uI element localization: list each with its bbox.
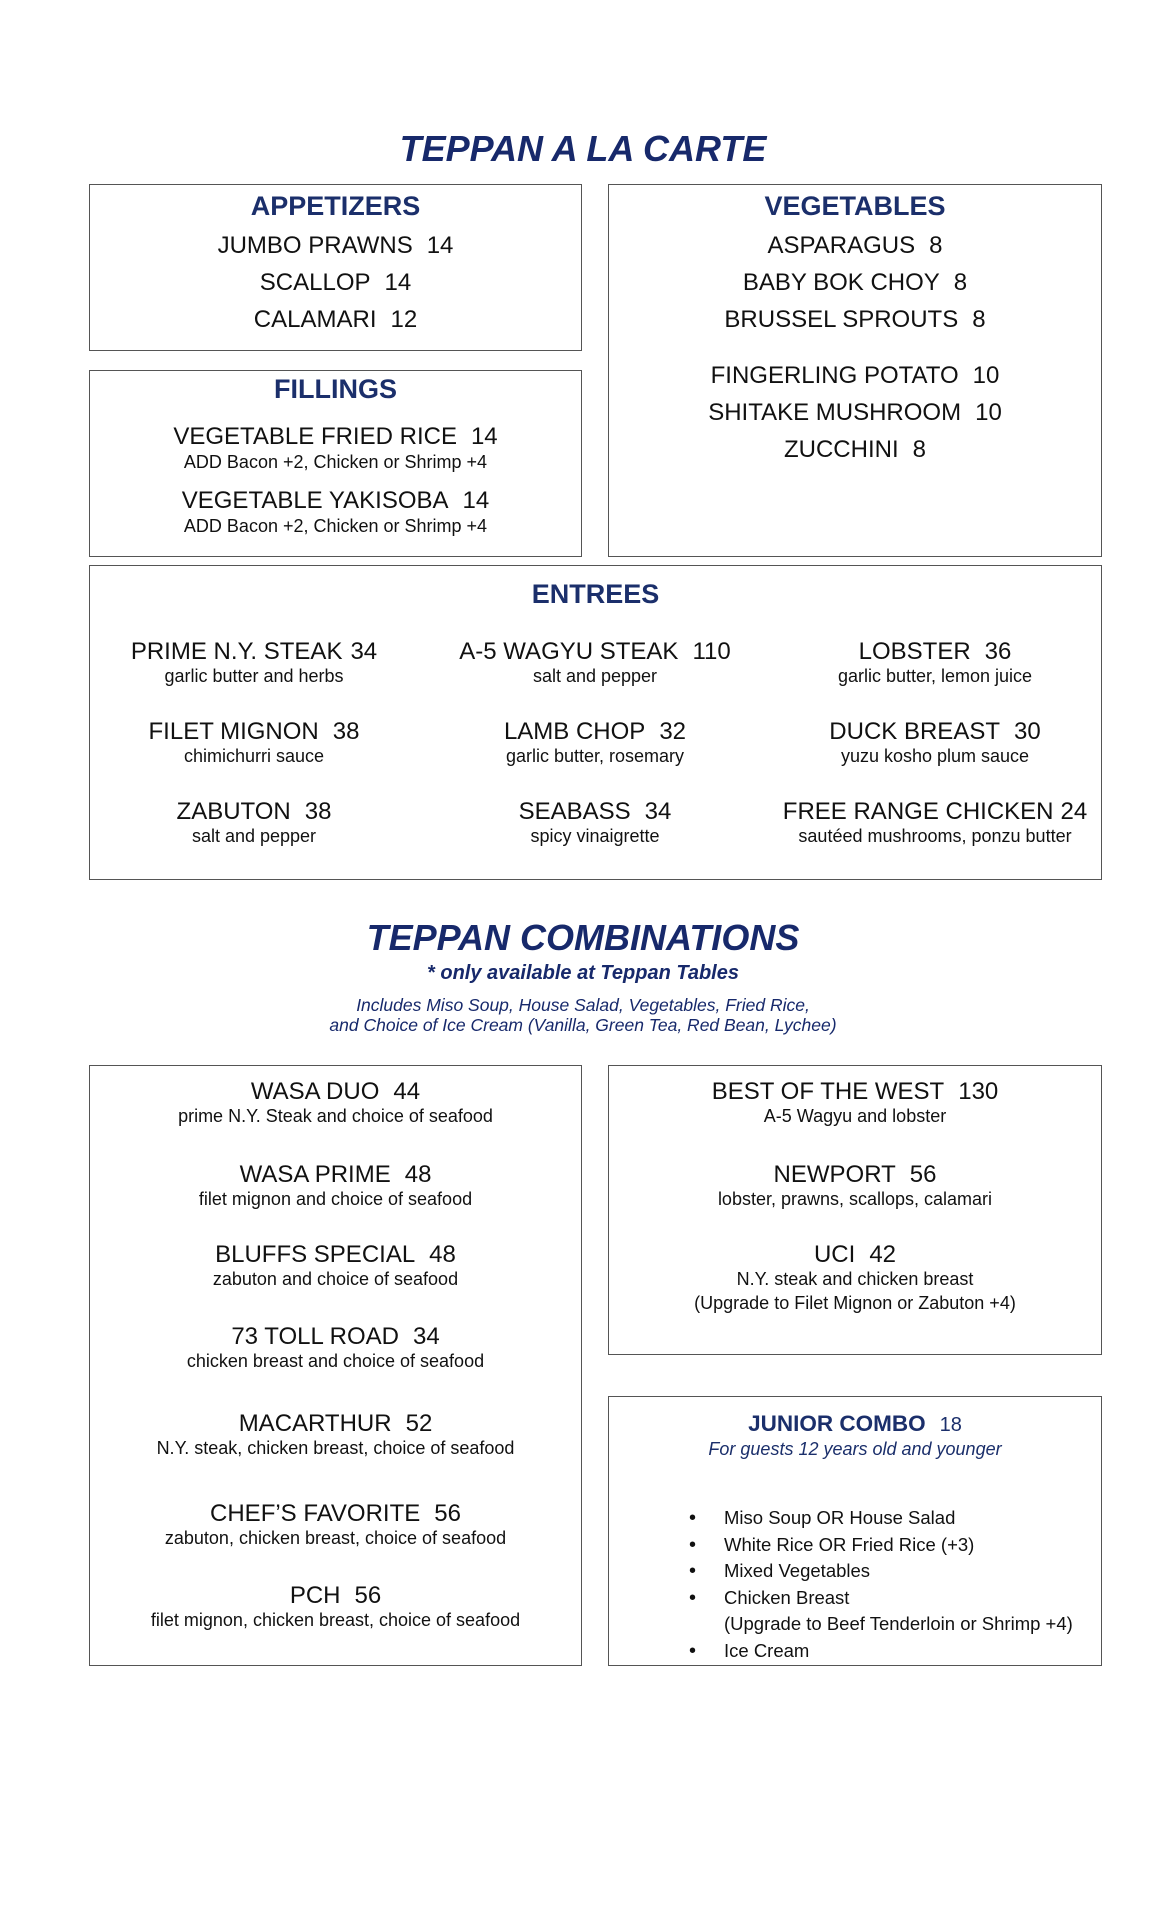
list-item: • Miso Soup OR House Salad	[689, 1505, 1073, 1532]
entrees-box	[89, 565, 1102, 880]
includes-line-2: and Choice of Ice Cream (Vanilla, Green Tea, Red Bean, Lychee)	[329, 1015, 837, 1035]
combo-item: PCH 56 filet mignon, chicken breast, choice of seafood	[150, 1582, 521, 1630]
combo-item: WASA DUO 44 prime N.Y. Steak and choice of seafood	[178, 1078, 493, 1126]
entree-item: LAMB CHOP 32 garlic butter, rosemary	[503, 718, 687, 766]
appetizers-heading: APPETIZERS	[250, 191, 421, 221]
junior-combo-note: For guests 12 years old and younger	[708, 1439, 1002, 1459]
entree-item: DUCK BREAST 30 yuzu kosho plum sauce	[829, 718, 1041, 766]
combo-item: CHEF’S FAVORITE 56 zabuton, chicken breast, choice of seafood	[164, 1500, 507, 1548]
combo-item: UCI 42 N.Y. steak and chicken breast (Upgrade to Filet Mignon or Zabuton +4)	[694, 1241, 1016, 1313]
vegetable-item: FINGERLING POTATO 10	[710, 362, 1000, 389]
filling-item: VEGETABLE YAKISOBA 14	[181, 487, 490, 514]
appetizers-box	[89, 184, 582, 351]
entree-item: ZABUTON 38 salt and pepper	[176, 798, 332, 846]
fillings-heading: FILLINGS	[274, 374, 397, 404]
filling-note: ADD Bacon +2, Chicken or Shrimp +4	[183, 516, 488, 536]
availability-note: * only available at Teppan Tables	[427, 962, 739, 984]
vegetable-item: ZUCCHINI 8	[783, 436, 926, 463]
combo-item: NEWPORT 56 lobster, prawns, scallops, calamari	[717, 1161, 993, 1209]
junior-combo-list	[689, 1505, 1073, 1664]
combo-item: BLUFFS SPECIAL 48 zabuton and choice of seafood	[212, 1241, 459, 1289]
filling-item: VEGETABLE FRIED RICE 14	[173, 423, 498, 450]
vegetable-item: BABY BOK CHOY 8	[742, 269, 968, 296]
combos-right-box	[608, 1065, 1102, 1355]
combo-item: BEST OF THE WEST 130 A-5 Wagyu and lobster	[711, 1078, 999, 1126]
includes-line-1: Includes Miso Soup, House Salad, Vegetables, Fried Rice,	[356, 995, 810, 1015]
list-item: • Mixed Vegetables	[689, 1558, 1073, 1585]
combinations-title: TEPPAN COMBINATIONS	[366, 917, 800, 958]
filling-note: ADD Bacon +2, Chicken or Shrimp +4	[183, 452, 488, 472]
fillings-box	[89, 370, 582, 557]
entrees-heading: ENTREES	[531, 579, 660, 609]
list-item: • Chicken Breast	[689, 1585, 1073, 1612]
combo-item: MACARTHUR 52 N.Y. steak, chicken breast, choice of seafood	[156, 1410, 515, 1458]
entree-item: LOBSTER 36 garlic butter, lemon juice	[837, 638, 1033, 686]
junior-combo-box	[608, 1396, 1102, 1666]
a-la-carte-title: TEPPAN A LA CARTE	[399, 128, 767, 169]
appetizer-item: JUMBO PRAWNS 14	[217, 232, 454, 259]
list-item-continuation: (Upgrade to Beef Tenderloin or Shrimp +4)	[724, 1613, 1073, 1634]
entree-item: A-5 WAGYU STEAK 110 salt and pepper	[459, 638, 731, 686]
combo-item: WASA PRIME 48 filet mignon and choice of seafood	[198, 1161, 473, 1209]
appetizer-item: CALAMARI 12	[253, 306, 418, 333]
appetizer-item: SCALLOP 14	[259, 269, 412, 296]
combos-left-box	[89, 1065, 582, 1666]
vegetable-item: SHITAKE MUSHROOM 10	[708, 399, 1002, 426]
vegetable-item: BRUSSEL SPROUTS 8	[724, 306, 986, 333]
junior-combo-title: JUNIOR COMBO 18	[748, 1411, 962, 1436]
list-item: • White Rice OR Fried Rice (+3)	[689, 1532, 1073, 1559]
entree-item: PRIME N.Y. STEAK 34 garlic butter and herbs	[130, 638, 378, 686]
vegetables-heading: VEGETABLES	[764, 191, 946, 221]
vegetable-item: ASPARAGUS 8	[767, 232, 943, 259]
entree-item: SEABASS 34 spicy vinaigrette	[518, 798, 672, 846]
combo-item: 73 TOLL ROAD 34 chicken breast and choice of seafood	[186, 1323, 485, 1371]
entree-item: FREE RANGE CHICKEN 24 sautéed mushrooms, ponzu butter	[782, 798, 1088, 846]
list-item: • Ice Cream	[689, 1638, 1073, 1665]
entree-item: FILET MIGNON 38 chimichurri sauce	[148, 718, 360, 766]
vegetables-box	[608, 184, 1102, 557]
